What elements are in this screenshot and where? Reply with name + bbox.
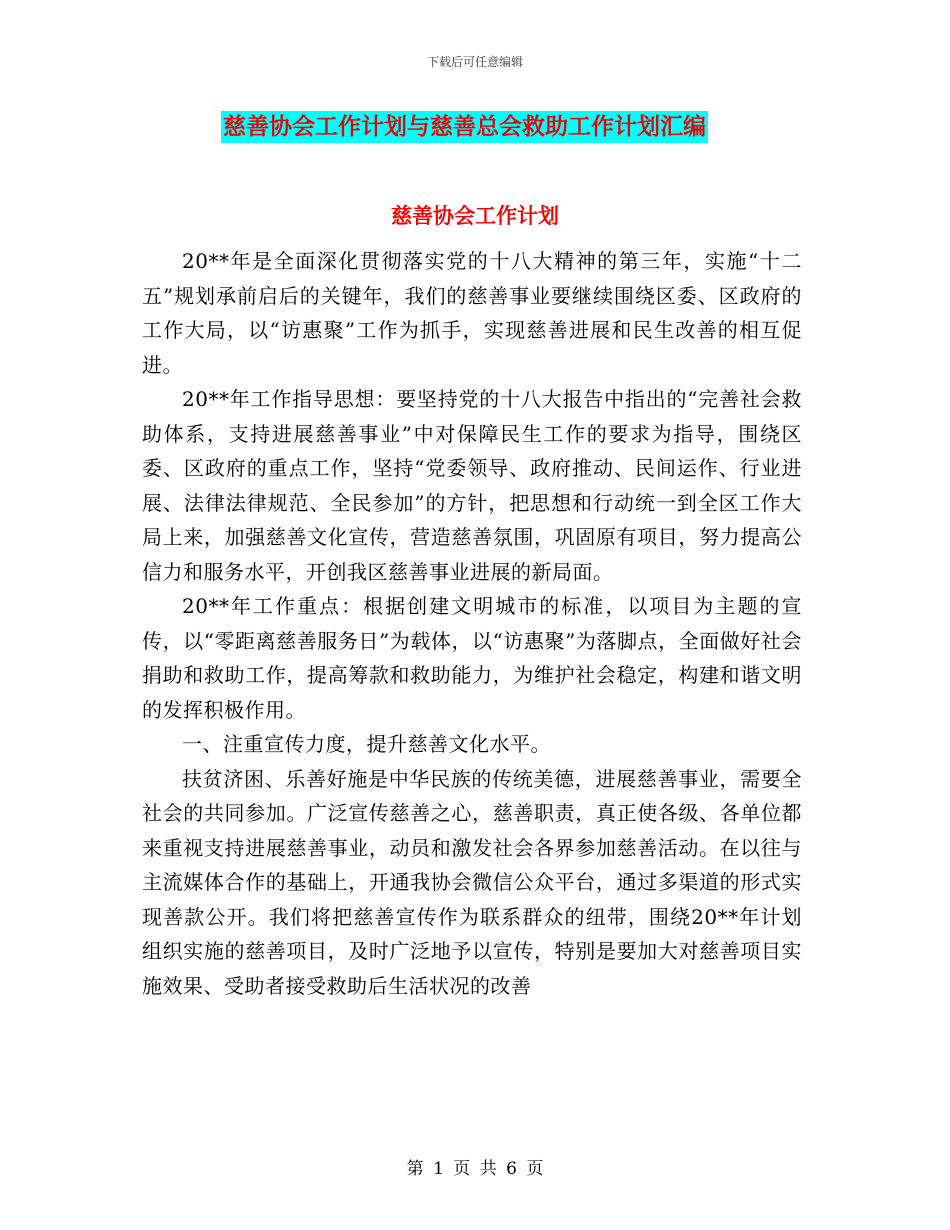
document-title: 慈善协会工作计划与慈善总会救助工作计划汇编 <box>221 111 708 143</box>
header-note: 下载后可任意编辑 <box>426 55 523 69</box>
section-heading: 一、注重宣传力度，提升慈善文化水平。 <box>182 732 551 756</box>
paragraph: 20**年工作重点：根据创建文明城市的标准，以项目为主题的宣传，以“零距离慈善服务日”为载体，以“访惠聚”为落脚点，全面做好社会捐助和救助工作，提高筹款和救助能力，为维护社会稳定，构建和谐文明的发挥积极作用。 <box>142 594 802 722</box>
page-footer: 第 1 页 共 6 页 <box>406 1159 544 1179</box>
paragraph: 扶贫济困、乐善好施是中华民族的传统美德，进展慈善事业，需要全社会的共同参加。广泛宣传慈善之心，慈善职责，真正使各级、各单位都来重视支持进展慈善事业，动员和激发社会各界参加慈善活动。在以往与主流媒体合作的基础上，开通我协会微信公众平台，通过多渠道的形式实现善款公开。我们将把慈善宣传作为联系群众的纽带，围绕20**年计划组织实施的慈善项目，及时广泛地予以宣传，特别是要加大对慈善项目实施效果、受助者接受救助后生活状况的改善 <box>142 766 802 998</box>
document-body <box>142 244 802 1003</box>
section-title: 慈善协会工作计划 <box>391 204 559 228</box>
paragraph: 20**年是全面深化贯彻落实党的十八大精神的第三年，实施“十二五”规划承前启后的关键年，我们的慈善事业要继续围绕区委、区政府的工作大局，以“访惠聚”工作为抓手，实现慈善进展和民生改善的相互促进。 <box>142 249 802 377</box>
paragraph: 20**年工作指导思想：要坚持党的十八大报告中指出的“完善社会救助体系，支持进展慈善事业”中对保障民生工作的要求为指导，围绕区委、区政府的重点工作，坚持“党委领导、政府推动、民间运作、行业进展、法律法律规范、全民参加”的方针，把思想和行动统一到全区工作大局上来，加强慈善文化宣传，营造慈善氛围，巩固原有项目，努力提高公信力和服务水平，开创我区慈善事业进展的新局面。 <box>142 387 802 584</box>
